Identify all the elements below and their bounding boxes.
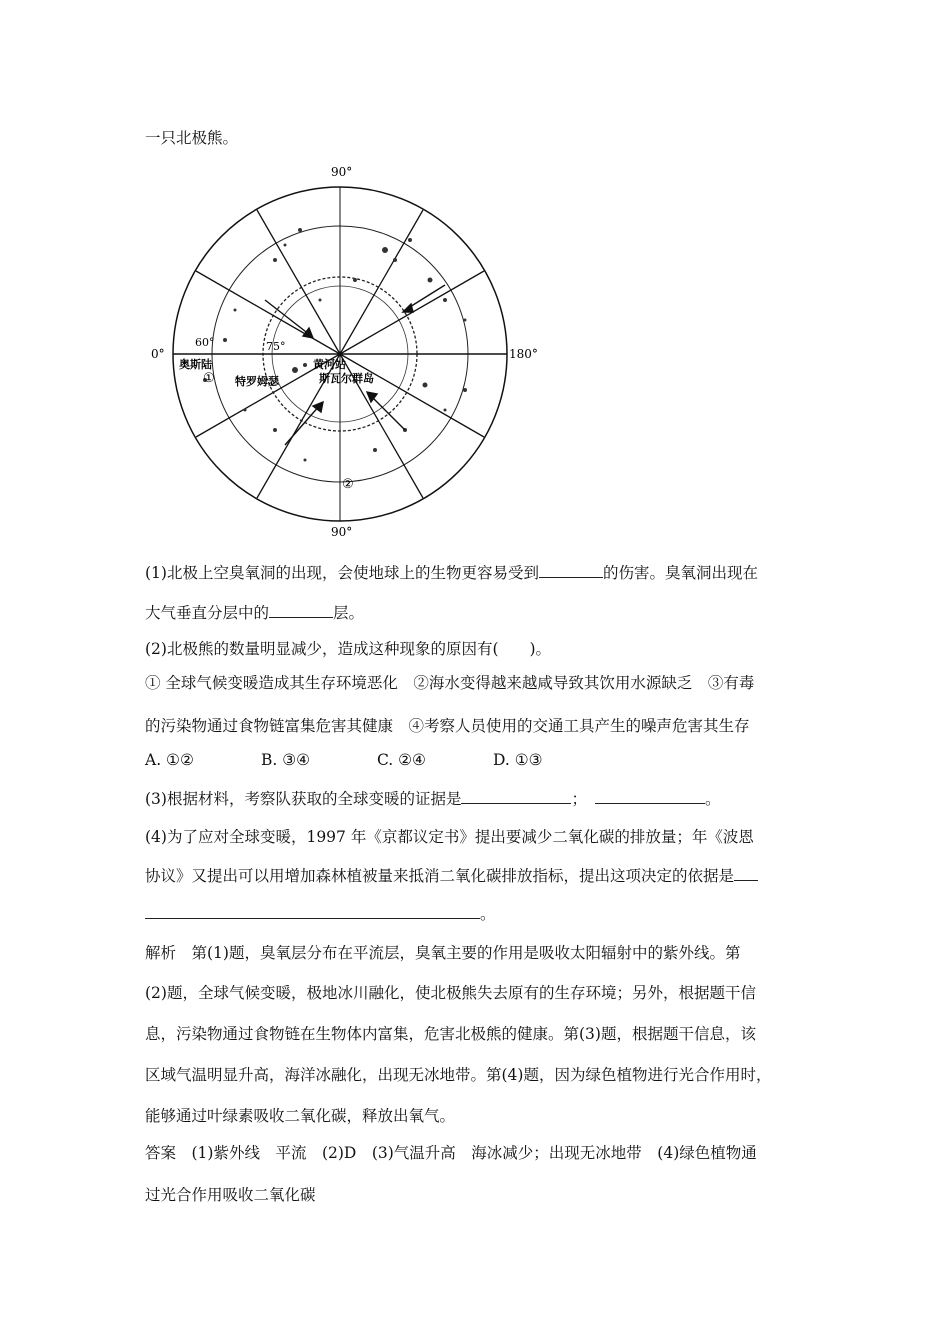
q3-sep: ； <box>571 790 587 808</box>
q4-text: 协议》又提出可以用增加森林植被量来抵消二氧化碳排放指标，提出这项决定的依据是 <box>145 867 735 885</box>
q4-blank-start[interactable] <box>734 866 758 881</box>
q4-line3 <box>145 904 496 924</box>
q1-line1 <box>145 563 758 583</box>
marker-2: ② <box>342 477 354 492</box>
label-90-bottom: 90° <box>331 525 353 539</box>
q1-text-a: (1)北极上空臭氧洞的出现，会使地球上的生物更容易受到 <box>145 564 539 582</box>
polar-map-figure <box>145 160 545 540</box>
q1-blank-2[interactable] <box>269 603 333 618</box>
label-0: 0° <box>151 347 165 361</box>
label-lat-75: 75° <box>266 340 286 353</box>
analysis-line3: 息，污染物通过食物链在生物体内富集，危害北极熊的健康。第(3)题，根据题干信息，该 <box>145 1025 756 1043</box>
q4-line2 <box>145 866 758 886</box>
q2-line3: 的污染物通过食物链富集危害其健康 ④考察人员使用的交通工具产生的噪声危害其生存 <box>145 717 750 735</box>
intro-line: 一只北极熊。 <box>145 129 239 147</box>
q2-stem: (2)北极熊的数量明显减少，造成这种现象的原因有( )。 <box>145 640 552 658</box>
option-d[interactable]: D. ①③ <box>493 751 543 769</box>
q1-text-b: 的伤害。臭氧洞出现在 <box>602 564 758 582</box>
q3-blank-1[interactable] <box>461 789 571 804</box>
label-oslo: 奥斯陆 <box>179 358 212 371</box>
q3-blank-2[interactable] <box>595 789 705 804</box>
option-a[interactable]: A. ①② <box>145 751 194 769</box>
option-c[interactable]: C. ②④ <box>377 751 426 769</box>
q1-blank-1[interactable] <box>539 563 603 578</box>
q3-line <box>145 789 721 809</box>
q4-line1: (4)为了应对全球变暖，1997 年《京都议定书》提出要减少二氧化碳的排放量；年《波恩 <box>145 828 754 846</box>
q4-end: 。 <box>480 905 496 923</box>
answer-line2: 过光合作用吸收二氧化碳 <box>145 1186 316 1204</box>
q1-line2 <box>145 603 364 623</box>
analysis-line2: (2)题，全球气候变暖，极地冰川融化，使北极熊失去原有的生存环境；另外，根据题干信 <box>145 984 756 1002</box>
analysis-line1: 解析 第(1)题，臭氧层分布在平流层，臭氧主要的作用是吸收太阳辐射中的紫外线。第 <box>145 944 741 962</box>
label-lat-60: 60° <box>195 336 215 349</box>
label-tromso: 特罗姆瑟 <box>235 375 279 388</box>
q3-text: (3)根据材料，考察队获取的全球变暖的证据是 <box>145 790 462 808</box>
label-svalbard: 斯瓦尔群岛 <box>319 372 374 385</box>
q3-end: 。 <box>704 790 721 808</box>
q4-blank[interactable] <box>145 904 480 919</box>
analysis-line5: 能够通过叶绿素吸收二氧化碳，释放出氧气。 <box>145 1107 456 1125</box>
label-huanghe-station: 黄河站 <box>313 358 346 371</box>
q1-text-c: 大气垂直分层中的 <box>145 604 270 622</box>
polar-map <box>145 160 545 540</box>
label-90-top: 90° <box>331 165 353 179</box>
marker-1: ① <box>203 371 215 386</box>
q2-options <box>145 750 609 770</box>
q2-line2: ① 全球气候变暖造成其生存环境恶化 ②海水变得越来越咸导致其饮用水源缺乏 ③有毒 <box>145 674 755 692</box>
answer-line1: 答案 (1)紫外线 平流 (2)D (3)气温升高 海冰减少；出现无冰地带 (4)绿色植物通 <box>145 1144 757 1162</box>
option-b[interactable]: B. ③④ <box>261 751 311 769</box>
q1-text-d: 层。 <box>333 604 365 622</box>
analysis-line4: 区域气温明显升高，海洋冰融化，出现无冰地带。第(4)题，因为绿色植物进行光合作用时， <box>145 1066 772 1084</box>
label-180: 180° <box>509 347 538 361</box>
